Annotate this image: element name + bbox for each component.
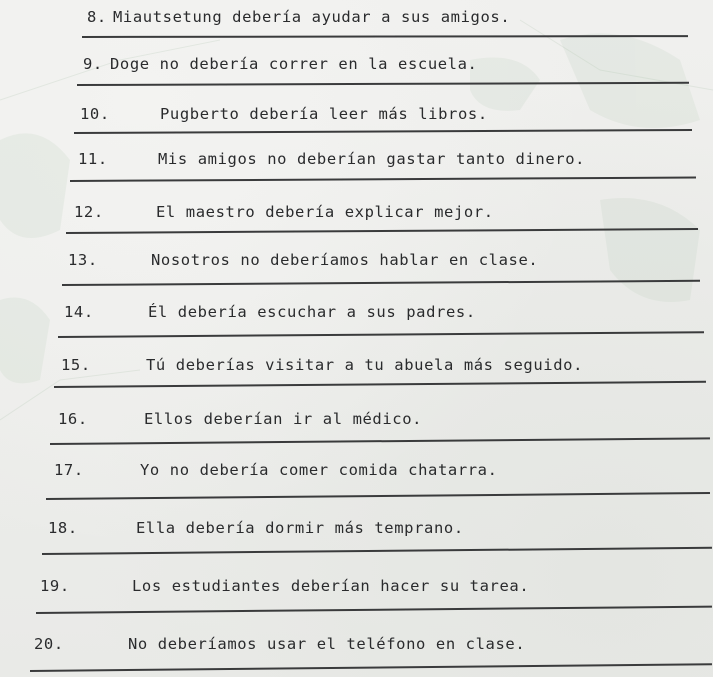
exercise-sentence: Ella debería dormir más temprano. (136, 519, 464, 537)
answer-line[interactable] (36, 606, 712, 614)
answer-line[interactable] (42, 547, 712, 555)
answer-line[interactable] (46, 492, 710, 500)
exercise-number: 10. (80, 105, 110, 123)
exercise-sentence: Los estudiantes deberían hacer su tarea. (132, 577, 530, 595)
exercise-sentence: Tú deberías visitar a tu abuela más seguido. (146, 356, 583, 374)
exercise-sentence: Miautsetung debería ayudar a sus amigos. (113, 8, 511, 26)
exercise-sentence: Doge no debería correr en la escuela. (110, 55, 478, 73)
answer-line[interactable] (54, 381, 706, 388)
exercise-sentence: Yo no debería comer comida chatarra. (140, 461, 498, 479)
answer-line[interactable] (66, 228, 698, 234)
exercise-number: 19. (40, 577, 70, 595)
exercise-number: 20. (34, 635, 64, 653)
answer-line[interactable] (77, 82, 689, 86)
exercise-number: 18. (48, 519, 78, 537)
exercise-number: 11. (78, 150, 108, 168)
exercise-sentence: Él debería escuchar a sus padres. (148, 303, 476, 321)
exercise-number: 16. (58, 410, 88, 428)
exercise-number: 9. (83, 55, 103, 73)
exercise-number: 17. (54, 461, 84, 479)
answer-line[interactable] (50, 437, 710, 444)
exercise-sentence: Mis amigos no deberían gastar tanto dinero. (158, 150, 586, 168)
exercise-sentence: No deberíamos usar el teléfono en clase. (128, 635, 526, 653)
answer-line[interactable] (74, 129, 692, 134)
exercise-sentence: El maestro debería explicar mejor. (156, 203, 494, 221)
exercise-sentence: Ellos deberían ir al médico. (144, 410, 423, 428)
exercise-sentence: Pugberto debería leer más libros. (160, 105, 488, 123)
answer-line[interactable] (70, 177, 696, 182)
answer-line[interactable] (58, 331, 704, 337)
exercise-sentence: Nosotros no deberíamos hablar en clase. (151, 251, 539, 269)
answer-line[interactable] (62, 280, 700, 286)
exercise-number: 13. (68, 251, 98, 269)
exercise-number: 12. (74, 203, 104, 221)
exercise-number: 15. (61, 356, 91, 374)
exercise-number: 8. (87, 8, 107, 26)
exercise-number: 14. (64, 303, 94, 321)
answer-line[interactable] (30, 663, 712, 671)
answer-line[interactable] (82, 35, 688, 37)
